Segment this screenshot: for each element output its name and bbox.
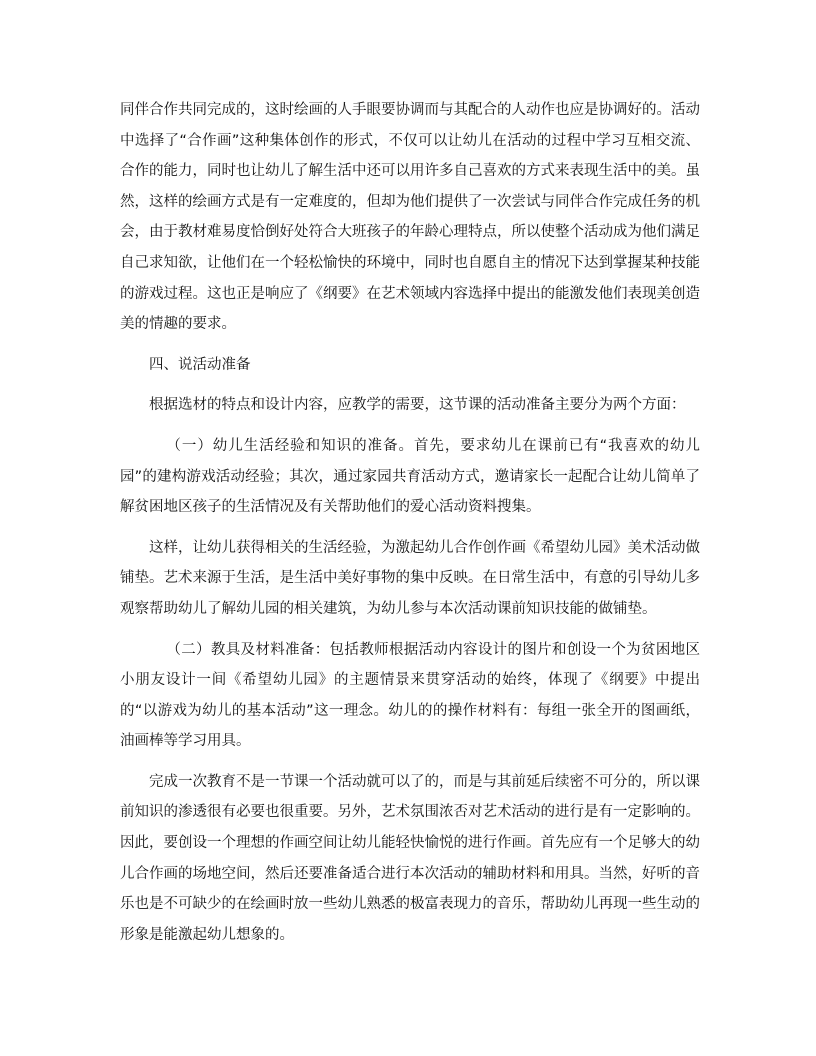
paragraph-conclusion: 完成一次教育不是一节课一个活动就可以了的，而是与其前延后续密不可分的，所以课前知识的渗透很有必要也很重要。另外，艺术氛围浓否对艺术活动的进行是有一定影响的。因此，要创设一个理想的作画空间让幼儿能轻快愉悦的进行作画。首先应有一个足够大的幼儿合作画的场地空间，然后还要准备适合进行本次活动的辅助材料和用具。当然，好听的音乐也是不可缺少的在绘画时放一些幼儿熟悉的极富表现力的音乐，帮助幼儿再现一些生动的形象是能激起幼儿想象的。 (120, 773, 700, 943)
paragraph-intro-continuation: 同伴合作共同完成的，这时绘画的人手眼要协调而与其配合的人动作也应是协调好的。活动中选择了“合作画”这种集体创作的形式，不仅可以让幼儿在活动的过程中学习互相交流、合作的能力，同时也让幼儿了解生活中还可以用许多自己喜欢的方式来表现生活中的美。虽然，这样的绘画方式是有一定难度的，但却为他们提供了一次尝试与同伴合作完成任务的机会，由于教材难易度恰倒好处符合大班孩子的年龄心理特点，所以使整个活动成为他们满足自己求知欲，让他们在一个轻松愉快的环境中，同时也自愿自主的情况下达到掌握某种技能的游戏过程。这也正是响应了《纲要》在艺术领域内容选择中提出的能激发他们表现美创造美的情趣的要求。 (120, 102, 700, 333)
paragraph-preparation-overview: 根据选材的特点和设计内容，应教学的需要，这节课的活动准备主要分为两个方面： (149, 397, 686, 414)
paragraph-life-experience: 这样，让幼儿获得相关的生活经验，为激起幼儿合作创作画《希望幼儿园》美术活动做铺垫。艺术来源于生活，是生活中美好事物的集中反映。在日常生活中，有意的引导幼儿多观察帮助幼儿了解幼儿园的相关建筑，为幼儿参与本次活动课前知识技能的做铺垫。 (120, 539, 700, 617)
section-heading-activity-preparation: 四、说活动准备 (149, 356, 251, 373)
paragraph-preparation-part-two: （二）教具及材料准备：包括教师根据活动内容设计的图片和创设一个为贫困地区小朋友设计一间《希望幼儿园》的主题情景来贯穿活动的始终，体现了《纲要》中提出的“以游戏为幼儿的基本活动”这一理念。幼儿的的操作材料有：每组一张全开的图画纸，油画棒等学习用具。 (120, 641, 700, 750)
paragraph-preparation-part-one: （一）幼儿生活经验和知识的准备。首先，要求幼儿在课前已有“我喜欢的幼儿园”的建构游戏活动经验；其次，通过家园共育活动方式，邀请家长一起配合让幼儿简单了解贫困地区孩子的生活情况及有关帮助他们的爱心活动资料搜集。 (120, 437, 700, 516)
document-page (120, 95, 700, 960)
